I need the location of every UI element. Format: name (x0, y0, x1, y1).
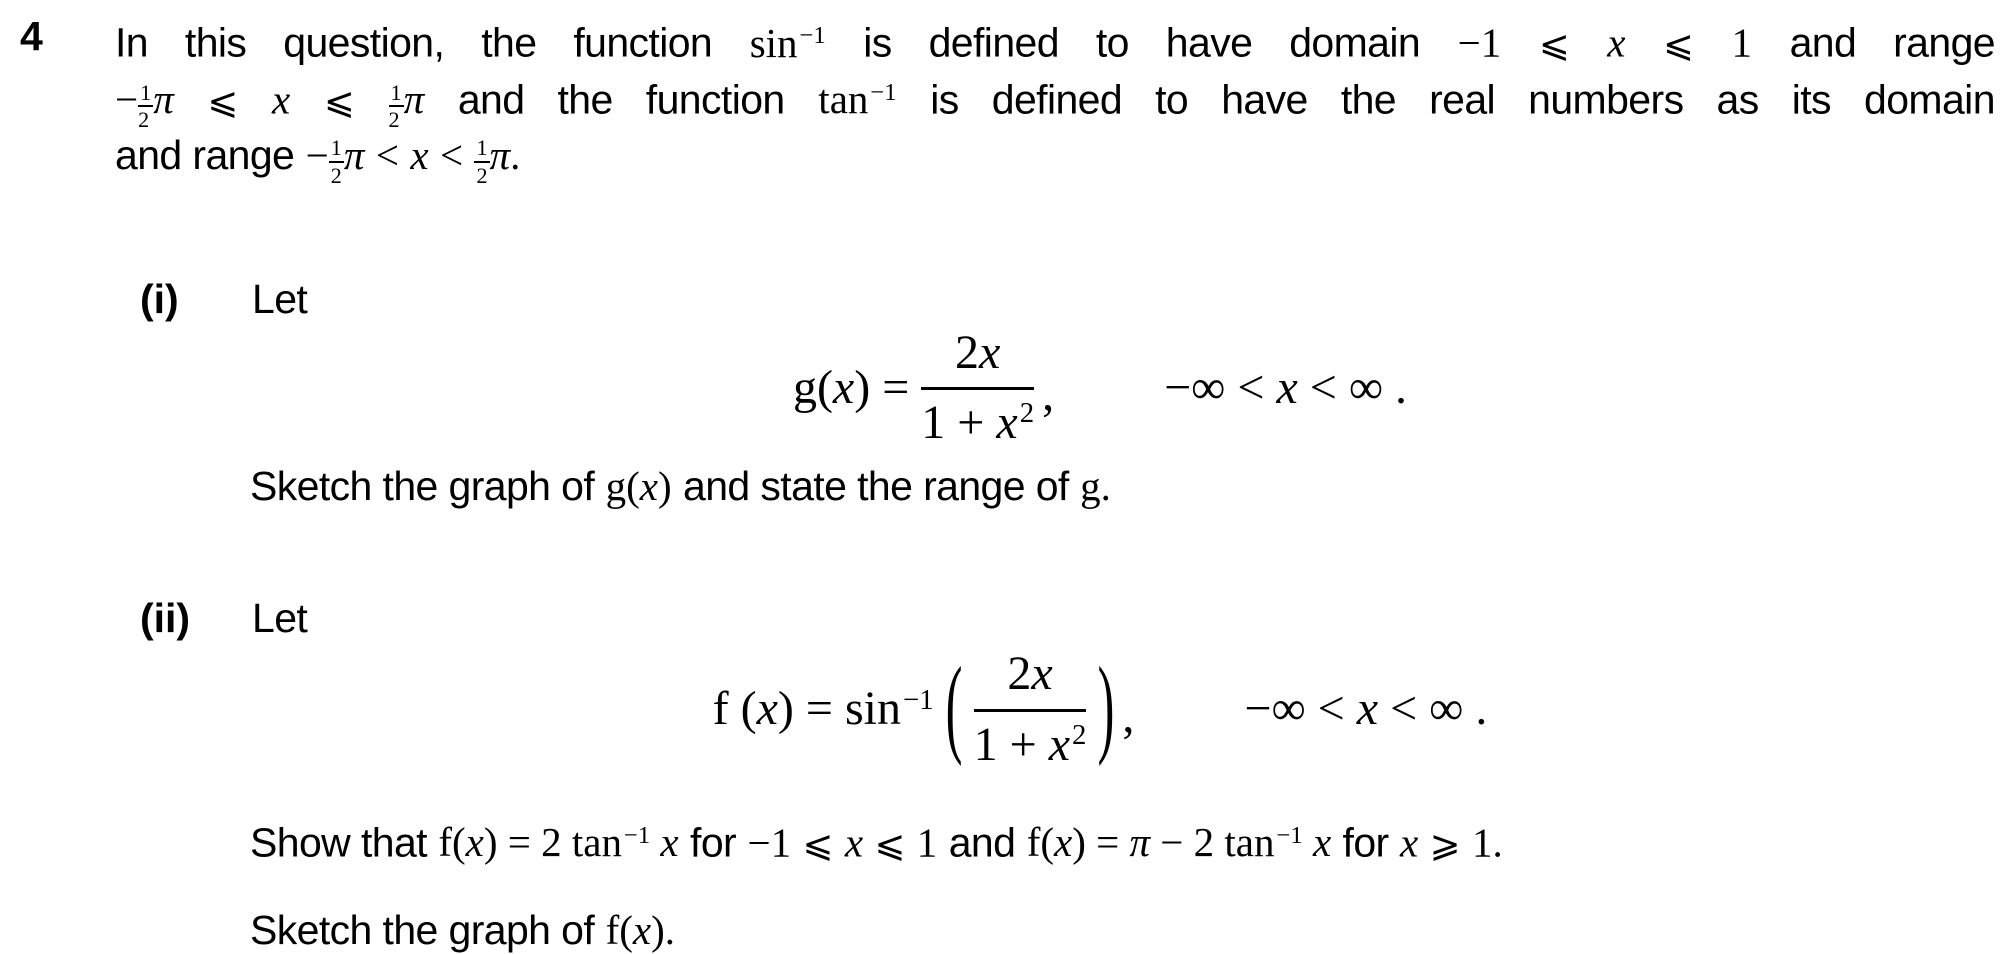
math-number: −1 (747, 819, 792, 866)
math-segment: 1 + (921, 396, 985, 450)
text-segment: is defined to have domain (863, 19, 1421, 66)
intro-line-3 (115, 131, 1995, 187)
math-number-period (1472, 819, 1503, 865)
text-segment: Show that (250, 819, 427, 866)
close-paren: ) (657, 463, 672, 510)
comma: , (1122, 689, 1135, 743)
part-ii-header (115, 594, 1995, 642)
superscript: −1 (624, 821, 651, 849)
math-x: x (1054, 819, 1073, 866)
math-function-name: g (1080, 463, 1101, 510)
part-i-prompt (115, 462, 1995, 510)
math-half-pi (474, 131, 521, 188)
fraction-one-half (329, 136, 344, 186)
period: . (1100, 463, 1111, 510)
math-pi: π (1129, 819, 1151, 866)
equation-lhs (713, 681, 934, 736)
part-ii-show-line (115, 812, 1995, 869)
math-x: x (996, 396, 1018, 450)
part-label: (ii) (140, 595, 191, 642)
math-x: x (660, 819, 679, 866)
math-function-name: f( (438, 819, 466, 866)
leq-symbol: ⩽ (323, 79, 355, 123)
leq-symbol: ⩽ (1538, 22, 1570, 66)
intro-line-2 (115, 69, 1995, 131)
math-neg-half-pi (115, 76, 174, 132)
math-half-pi (388, 76, 425, 132)
fraction-one-half (474, 136, 489, 186)
math-segment: −∞ < (1164, 360, 1265, 414)
math-f-of-x (606, 907, 675, 953)
text-segment: Sketch the graph of (250, 463, 595, 510)
fraction-denominator: 2 (330, 162, 342, 188)
let-word: Let (252, 595, 308, 642)
text-segment: and the function (457, 76, 785, 123)
math-sin-inverse (750, 20, 826, 66)
part-ii-sketch-line (115, 906, 1995, 954)
domain-condition (1244, 682, 1488, 735)
equation-g (793, 325, 1054, 450)
math-f-equals-pi-minus-2-arctan (1027, 819, 1331, 865)
math-number: 1 (1471, 819, 1493, 866)
superscript: 2 (1019, 397, 1035, 430)
math-function-name: tan (818, 76, 869, 123)
period: . (1492, 819, 1503, 866)
math-number: −1 (1457, 19, 1502, 66)
math-function-name: g( (605, 463, 640, 510)
fraction-denominator: 2 (138, 106, 150, 132)
geq-symbol: ⩾ (1429, 822, 1461, 866)
intro-paragraph (115, 12, 1995, 187)
fraction-denominator (921, 390, 1034, 450)
leq-symbol: ⩽ (1663, 22, 1694, 66)
fraction-denominator (974, 712, 1087, 772)
fraction-numerator (921, 325, 1034, 390)
fraction-numerator: 1 (474, 136, 489, 162)
math-pi: π (403, 76, 425, 123)
equation-lhs (793, 360, 909, 415)
math-x: x (410, 131, 429, 178)
question-content (115, 12, 1995, 954)
math-neg-half-pi (305, 131, 365, 188)
math-x: x (756, 682, 778, 736)
fraction-denominator: 2 (476, 162, 488, 188)
fraction-numerator: 1 (138, 81, 153, 107)
fraction-one-half (138, 81, 153, 131)
math-x: x (1400, 819, 1419, 866)
for-word: for (1342, 819, 1389, 866)
equals-sign: ) = (854, 361, 910, 415)
math-segment: < ∞ . (1390, 682, 1488, 735)
text-segment: Sketch the graph of (250, 907, 595, 954)
math-f-equals-2-arctan (438, 819, 678, 865)
math-x: x (1312, 819, 1332, 866)
fraction-one-half (389, 81, 404, 131)
superscript: −1 (799, 22, 826, 49)
question-number: 4 (20, 13, 43, 59)
math-x: x (632, 907, 652, 954)
fraction-numerator: 1 (329, 136, 344, 162)
superscript: −1 (902, 683, 934, 716)
math-number: 2 (1007, 647, 1032, 701)
equation-row-g (115, 325, 1995, 450)
math-x: x (1356, 682, 1379, 735)
intro-line-1 (115, 12, 1995, 69)
part-i-header (115, 275, 1995, 323)
period: . (510, 131, 521, 178)
close-paren-period: ). (651, 907, 675, 954)
math-x: x (272, 76, 291, 123)
for-word: for (690, 819, 737, 866)
domain-condition (1164, 360, 1408, 414)
math-tan-inverse (818, 76, 896, 122)
text-segment: In this question, the function (115, 19, 713, 66)
math-segment: < ∞ . (1309, 360, 1408, 414)
lt-symbol: < (375, 131, 399, 178)
part-i (115, 275, 1995, 510)
math-segment: − 2 tan (1160, 819, 1275, 866)
math-number: 1 (1731, 19, 1753, 66)
leq-symbol: ⩽ (207, 79, 239, 123)
math-function-name: g( (792, 361, 833, 415)
lt-symbol: < (439, 131, 464, 178)
math-x: x (1276, 360, 1298, 414)
minus-sign: − (305, 131, 329, 178)
math-segment: ) = (1072, 819, 1120, 866)
minus-sign: − (115, 76, 139, 123)
let-word: Let (252, 275, 308, 322)
big-close-paren: ) (1098, 646, 1115, 769)
part-label: (i) (140, 275, 179, 322)
math-x: x (979, 325, 1001, 379)
leq-symbol: ⩽ (802, 822, 834, 866)
text-segment: is defined to have the real numbers as its domain (930, 76, 1995, 123)
fraction-2x-over-1-plus-x-squared (921, 325, 1034, 450)
superscript: 2 (1072, 718, 1087, 751)
fraction-denominator: 2 (388, 106, 400, 132)
fraction-numerator: 1 (389, 81, 404, 107)
math-function-name: sin (749, 19, 798, 66)
math-g-of-x (606, 463, 672, 509)
fraction-numerator (974, 646, 1087, 711)
text-segment: and range (1789, 19, 1995, 66)
math-pi: π (153, 76, 174, 123)
text-segment: and range (115, 131, 295, 178)
question-row (20, 12, 1995, 954)
equation-f (713, 646, 1135, 771)
superscript: −1 (1276, 821, 1303, 849)
math-function-name: f ( (712, 682, 757, 736)
math-number: 1 (916, 819, 938, 866)
math-x: x (465, 819, 484, 866)
math-function-name: f( (1026, 819, 1055, 866)
and-word: and (948, 819, 1016, 866)
math-segment: ) = 2 tan (483, 819, 622, 866)
math-segment: 1 + (973, 717, 1037, 771)
math-x: x (1048, 717, 1070, 771)
comma: , (1042, 368, 1055, 422)
math-x: x (832, 361, 855, 415)
math-g (1080, 463, 1111, 509)
fraction-2x-over-1-plus-x-squared (974, 646, 1087, 771)
math-function-name: f( (605, 907, 633, 954)
leq-symbol: ⩽ (874, 822, 906, 866)
math-x: x (639, 463, 658, 510)
math-pi: π (489, 131, 511, 178)
math-number: 2 (955, 325, 980, 379)
math-segment: −∞ < (1244, 682, 1345, 735)
text-segment: and state the range of (683, 463, 1069, 510)
equation-row-f (115, 646, 1995, 771)
part-ii (115, 594, 1995, 954)
math-x: x (1607, 19, 1626, 66)
math-pi: π (343, 131, 365, 178)
superscript: −1 (870, 78, 897, 106)
math-segment: ) = sin (777, 682, 901, 736)
math-x: x (1031, 647, 1053, 701)
math-x: x (844, 819, 864, 866)
big-open-paren: ( (945, 646, 963, 769)
